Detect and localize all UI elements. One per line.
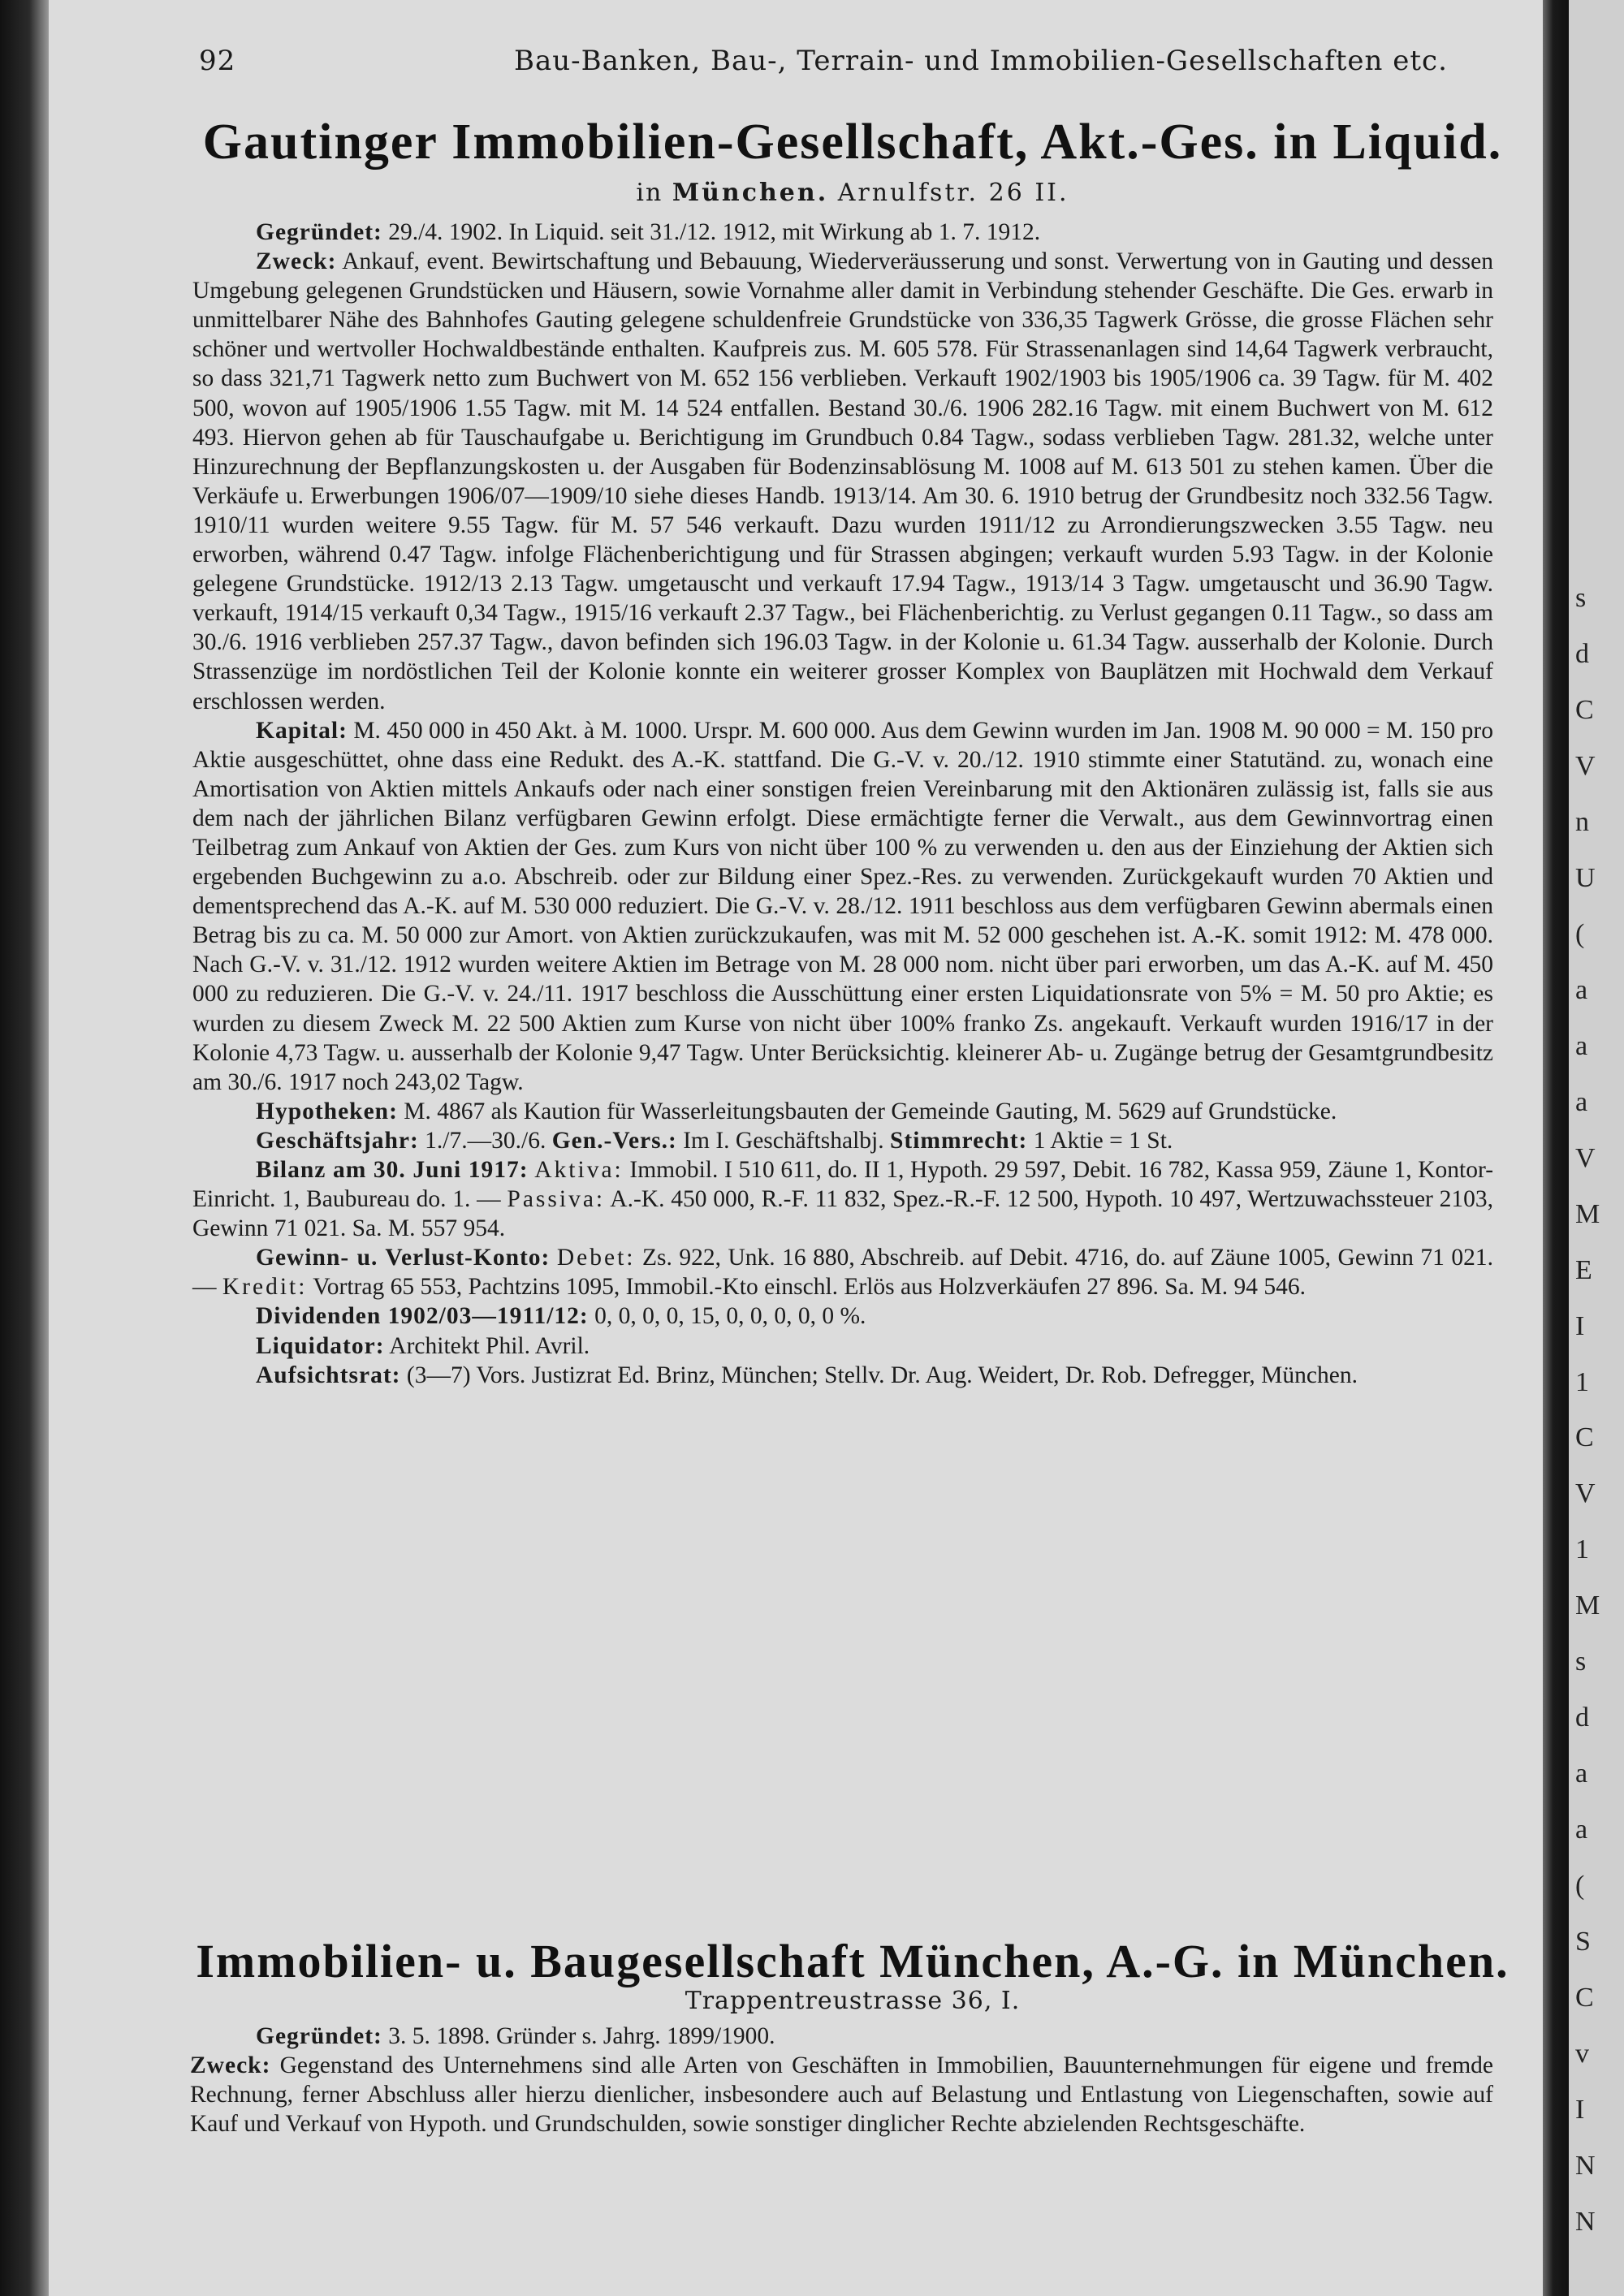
running-title: Bau-Banken, Bau-, Terrain- und Immobilien-Gesellschaften etc. xyxy=(514,45,1448,77)
adjacent-page-fragment: a xyxy=(1575,1815,1588,1845)
adjacent-page-fragment: a xyxy=(1575,1759,1588,1789)
label-passiva: Passiva: xyxy=(507,1186,606,1213)
label-bilanz: Bilanz am 30. Juni 1917: xyxy=(256,1157,529,1183)
label-hypotheken: Hypotheken: xyxy=(256,1098,398,1124)
text-passiva: A.-K. 450 000, R.-F. 11 832, Spez.-R.-F. 12 500, Hypoth. 10 497, Wertzuwachssteuer 2103, Gewinn 71 021. Sa. M. 557 954. xyxy=(192,1186,1494,1242)
adjacent-page-fragment: N xyxy=(1575,2207,1596,2237)
label-stimmrecht: Stimmrecht: xyxy=(889,1127,1028,1154)
adjacent-page-fragment: 1 xyxy=(1575,1367,1589,1397)
label-zweck: Zweck: xyxy=(256,248,337,275)
adjacent-page-fragment: V xyxy=(1575,1478,1596,1508)
label-debet: Debet: xyxy=(556,1245,636,1271)
label-guv: Gewinn- u. Verlust-Konto: xyxy=(256,1245,551,1271)
section-gegruendet xyxy=(192,218,1493,247)
running-header xyxy=(150,45,1498,80)
section-zweck xyxy=(192,247,1493,716)
adjacent-page-fragment: 1 xyxy=(1575,1534,1589,1564)
text-kapital: M. 450 000 in 450 Akt. à M. 1000. Urspr. M. 600 000. Aus dem Gewinn wurden im Jan. 1908 M. 90 000 = M. 150 pro Aktie ausgeschüttet, ohne dass eine Redukt. des A.-K. stattfand. Die G.-V. v. 20./12. 1910 stimmte einer Statutänd. zu, wonach eine Amortisation von Aktien mittels Ankaufs oder nach einer sonstigen freien Vereinbarung mit den Aktionären zulässig ist, falls sie aus dem nach der jährlichen Bilanz verfügbaren Gewinn erfolgt. Diese ermächtigte ferner die Verwalt., aus dem Gewinnvortrag einen Teilbetrag zum Ankauf von Aktien der Ges. zum Kurs von nicht über 100 % zu verwenden u. den aus der Einziehung der Aktien sich ergebenden Buchgewinn zu a.o. Abschreib. oder zur Bildung einer Spez.-Res. zu verwenden. Zurückgekauft wurden 70 Aktien und dementsprechend das A.-K. auf M. 530 000 reduziert. Die G.-V. v. 28./12. 1911 beschloss aus dem verfügbaren Gewinn abermals einen Betrag bis zu ca. M. 50 000 zur Amort. von Aktien zurückzukaufen, was mit M. 52 000 geschehen ist. A.-K. somit 1912: M. 478 000. Nach G.-V. v. 31./12. 1912 wurden weitere Aktien im Betrage von M. 28 000 nom. nicht über pari erworben, um das A.-K. auf M. 450 000 zu reduzieren. Die G.-V. v. 24./11. 1917 beschloss die Ausschüttung einer ersten Liquidationsrate von 5% = M. 50 pro Aktie; es wurden zu diesem Zweck M. 22 500 Aktien zum Kurse von nicht über 100% franko Zs. angekauft. Verkauft wurden 1916/17 in der Kolonie 4,73 Tagw. u. ausserhalb der Kolonie 9,47 Tagw. Unter Berücksichtig. kleinerer Ab- u. Zugänge betrug der Gesamtgrundbesitz am 30./6. 1917 noch 243,02 Tagw. xyxy=(192,717,1494,1095)
text-gegruendet-2: 3. 5. 1898. Gründer s. Jahrg. 1899/1900. xyxy=(388,2023,775,2049)
adjacent-page-fragment: I xyxy=(1575,1311,1585,1341)
location-prefix: in xyxy=(636,179,663,207)
adjacent-page-fragment: M xyxy=(1575,1590,1600,1621)
adjacent-page-fragment: V xyxy=(1575,751,1596,781)
text-geschaeftsjahr: 1./7.—30./6. xyxy=(425,1127,546,1154)
label-geschaeftsjahr: Geschäftsjahr: xyxy=(256,1127,419,1154)
text-dividenden: 0, 0, 0, 0, 15, 0, 0, 0, 0, 0 %. xyxy=(594,1303,866,1330)
section-liquidator xyxy=(192,1331,1493,1361)
text-hypotheken: M. 4867 als Kaution für Wasserleitungsbauten der Gemeinde Gauting, M. 5629 auf Grundstücke. xyxy=(404,1098,1337,1124)
adjacent-page-fragment: d xyxy=(1575,639,1589,669)
text-debet: Zs. 922, Unk. 16 880, Abschreib. auf Debit. 4716, do. auf Zäune 1005, Gewinn 71 021. — xyxy=(192,1245,1494,1301)
adjacent-page-fragment: S xyxy=(1575,1927,1591,1957)
adjacent-page-fragment: s xyxy=(1575,1646,1587,1677)
text-gegruendet: 29./4. 1902. In Liquid. seit 31./12. 1912, mit Wirkung ab 1. 7. 1912. xyxy=(388,219,1041,245)
entry-body-baugesellschaft xyxy=(192,2022,1493,2138)
text-zweck-2: Gegenstand des Unternehmens sind alle Arten von Geschäften in Immobilien, Bauunternehmungen für eigene und fremde Rechnung, ferner Abschluss aller hierzu dienlicher, insbesondere auch auf Belastung und Entlastung von Liegenschaften, sowie auf Kauf und Verkauf von Hypoth. und Grundschulden, sowie sonstiger dinglicher Rechte abzielenden Rechtsgeschäfte. xyxy=(190,2052,1494,2138)
section-kapital xyxy=(192,716,1493,1097)
section-guv xyxy=(192,1243,1493,1301)
adjacent-page-fragment: C xyxy=(1575,1983,1594,2013)
label-dividenden: Dividenden 1902/03—1911/12: xyxy=(256,1303,589,1330)
text-genvers: Im I. Geschäftshalbj. xyxy=(683,1127,884,1154)
adjacent-page-edge xyxy=(1569,0,1624,2296)
entry-location-gautinger xyxy=(154,179,1551,207)
location-city: München. xyxy=(672,179,829,207)
label-aufsichtsrat: Aufsichtsrat: xyxy=(256,1362,401,1388)
text-aktiva: Immobil. I 510 611, do. II 1, Hypoth. 29 597, Debit. 16 782, Kassa 959, Zäune 1, Kontor-Einricht. 1, Baubureau do. 1. — xyxy=(192,1157,1494,1213)
adjacent-page-fragment: a xyxy=(1575,1031,1588,1061)
adjacent-page-fragment: ( xyxy=(1575,919,1585,949)
adjacent-page-fragment: I xyxy=(1575,2095,1585,2125)
adjacent-page-fragment: ( xyxy=(1575,1871,1585,1901)
section-bilanz xyxy=(192,1155,1493,1243)
text-aufsichtsrat: (3—7) Vors. Justizrat Ed. Brinz, München; Stellv. Dr. Aug. Weidert, Dr. Rob. Defregger, München. xyxy=(406,1362,1358,1388)
page-number: 92 xyxy=(199,45,236,77)
entry-address-baugesellschaft: Trappentreustrasse 36, I. xyxy=(685,1987,1021,2015)
label-liquidator: Liquidator: xyxy=(256,1332,385,1359)
adjacent-page-fragment: s xyxy=(1575,583,1587,613)
section-zweck-2 xyxy=(190,2051,1493,2138)
label-gegruendet-2: Gegründet: xyxy=(256,2023,382,2049)
adjacent-page-fragment: V xyxy=(1575,1143,1596,1173)
adjacent-page-fragment: a xyxy=(1575,1087,1588,1117)
label-kapital: Kapital: xyxy=(256,717,348,744)
text-zweck: Ankauf, event. Bewirtschaftung und Bebauung, Wiederveräusserung und sonst. Verwertung von in Gauting und dessen Umgebung gelegenen Grundstücken und Häusern, sowie Vornahme aller damit in Verbindung stehender Geschäfte. Die Ges. erwarb in unmittelbarer Nähe des Bahnhofes Gauting gelegene schuldenfreie Grundstücke von 336,35 Tagwerk Grösse, die grosse Flächen sehr schöner und wertvoller Hochwaldbestände enthalten. Kaufpreis zus. M. 605 578. Für Strassenanlagen sind 14,64 Tagwerk verbraucht, so dass 321,71 Tagwerk netto zum Buchwert von M. 652 156 verblieben. Verkauft 1902/1903 bis 1905/1906 ca. 39 Tagw. für M. 402 500, wovon auf 1905/1906 1.55 Tagw. mit M. 14 524 entfallen. Bestand 30./6. 1906 282.16 Tagw. mit einem Buchwert von M. 612 493. Hiervon gehen ab für Tauschaufgabe u. Berichtigung im Grundbuch 0.84 Tagw., sodass verblieben Tagw. 281.32, welche unter Hinzurechnung der Bepflanzungskosten u. der Ausgaben für Bodenzinsablösung M. 1008 auf M. 613 501 zu stehen kamen. Über die Verkäufe u. Erwerbungen 1906/07—1909/10 siehe dieses Handb. 1913/14. Am 30. 6. 1910 betrug der Grundbesitz noch 332.56 Tagw. 1910/11 wurden weitere 9.55 Tagw. für M. 57 546 verkauft. Dazu wurden 1911/12 zu Arrondierungszwecken 3.55 Tagw. neu erworben, während 0.47 Tagw. infolge Flächenberichtigung und für Strassen abgingen; verkauft wurden 5.93 Tagw. in der Kolonie gelegene Grundstücke. 1912/13 2.13 Tagw. umgetauscht und verkauft 17.94 Tagw., 1913/14 3 Tagw. umgetauscht und 36.90 Tagw. verkauft, 1914/15 verkauft 0,34 Tagw., 1915/16 verkauft 2.37 Tagw., bei Flächenberichtig. zu Verlust gegangen 0.11 Tagw., so dass am 30./6. 1916 verblieben 257.37 Tagw., davon befinden sich 196.03 Tagw. in der Kolonie u. 61.34 Tagw. ausserhalb der Kolonie. Durch Strassenzüge im nordöstlichen Teil der Kolonie konnte ein weiterer grosser Komplex von Bauplätzen mit Hochwald dem Verkauf erschlossen werden. xyxy=(192,248,1493,714)
text-stimmrecht: 1 Aktie = 1 St. xyxy=(1033,1127,1173,1154)
adjacent-page-fragment: E xyxy=(1575,1255,1592,1285)
label-genvers: Gen.-Vers.: xyxy=(551,1127,677,1154)
adjacent-page-fragment: n xyxy=(1575,807,1589,837)
adjacent-page-fragment: d xyxy=(1575,1703,1589,1733)
text-liquidator: Architekt Phil. Avril. xyxy=(389,1332,590,1359)
label-zweck-2: Zweck: xyxy=(190,2052,271,2079)
location-address: Arnulfstr. 26 II. xyxy=(837,179,1069,207)
text-kredit: Vortrag 65 553, Pachtzins 1095, Immobil.-Kto einschl. Erlös aus Holzverkäufen 27 896. Sa. M. 94 546. xyxy=(313,1274,1306,1301)
label-gegruendet: Gegründet: xyxy=(256,219,382,245)
adjacent-page-fragment: C xyxy=(1575,1422,1594,1452)
label-aktiva: Aktiva: xyxy=(534,1157,624,1183)
section-hypotheken xyxy=(192,1097,1493,1126)
entry-title-gautinger: Gautinger Immobilien-Gesellschaft, Akt.-Ges. in Liquid. xyxy=(202,114,1503,170)
entry-body-gautinger xyxy=(192,218,1493,1390)
adjacent-page-fragment: N xyxy=(1575,2151,1596,2181)
adjacent-page-fragment: C xyxy=(1575,695,1594,725)
entry-title-baugesellschaft: Immobilien- u. Baugesellschaft München, A.-G. in München. xyxy=(196,1935,1510,1987)
adjacent-page-fragment: a xyxy=(1575,975,1588,1005)
adjacent-page-fragment: U xyxy=(1575,863,1596,893)
section-geschaeftsjahr xyxy=(192,1126,1493,1155)
adjacent-page-fragment: M xyxy=(1575,1199,1600,1229)
section-aufsichtsrat xyxy=(192,1361,1493,1390)
section-gegruendet-2 xyxy=(192,2022,1493,2051)
section-dividenden xyxy=(192,1301,1493,1331)
label-kredit: Kredit: xyxy=(222,1274,308,1301)
adjacent-page-fragment: v xyxy=(1575,2039,1589,2069)
binding-gutter-left xyxy=(0,0,49,2296)
